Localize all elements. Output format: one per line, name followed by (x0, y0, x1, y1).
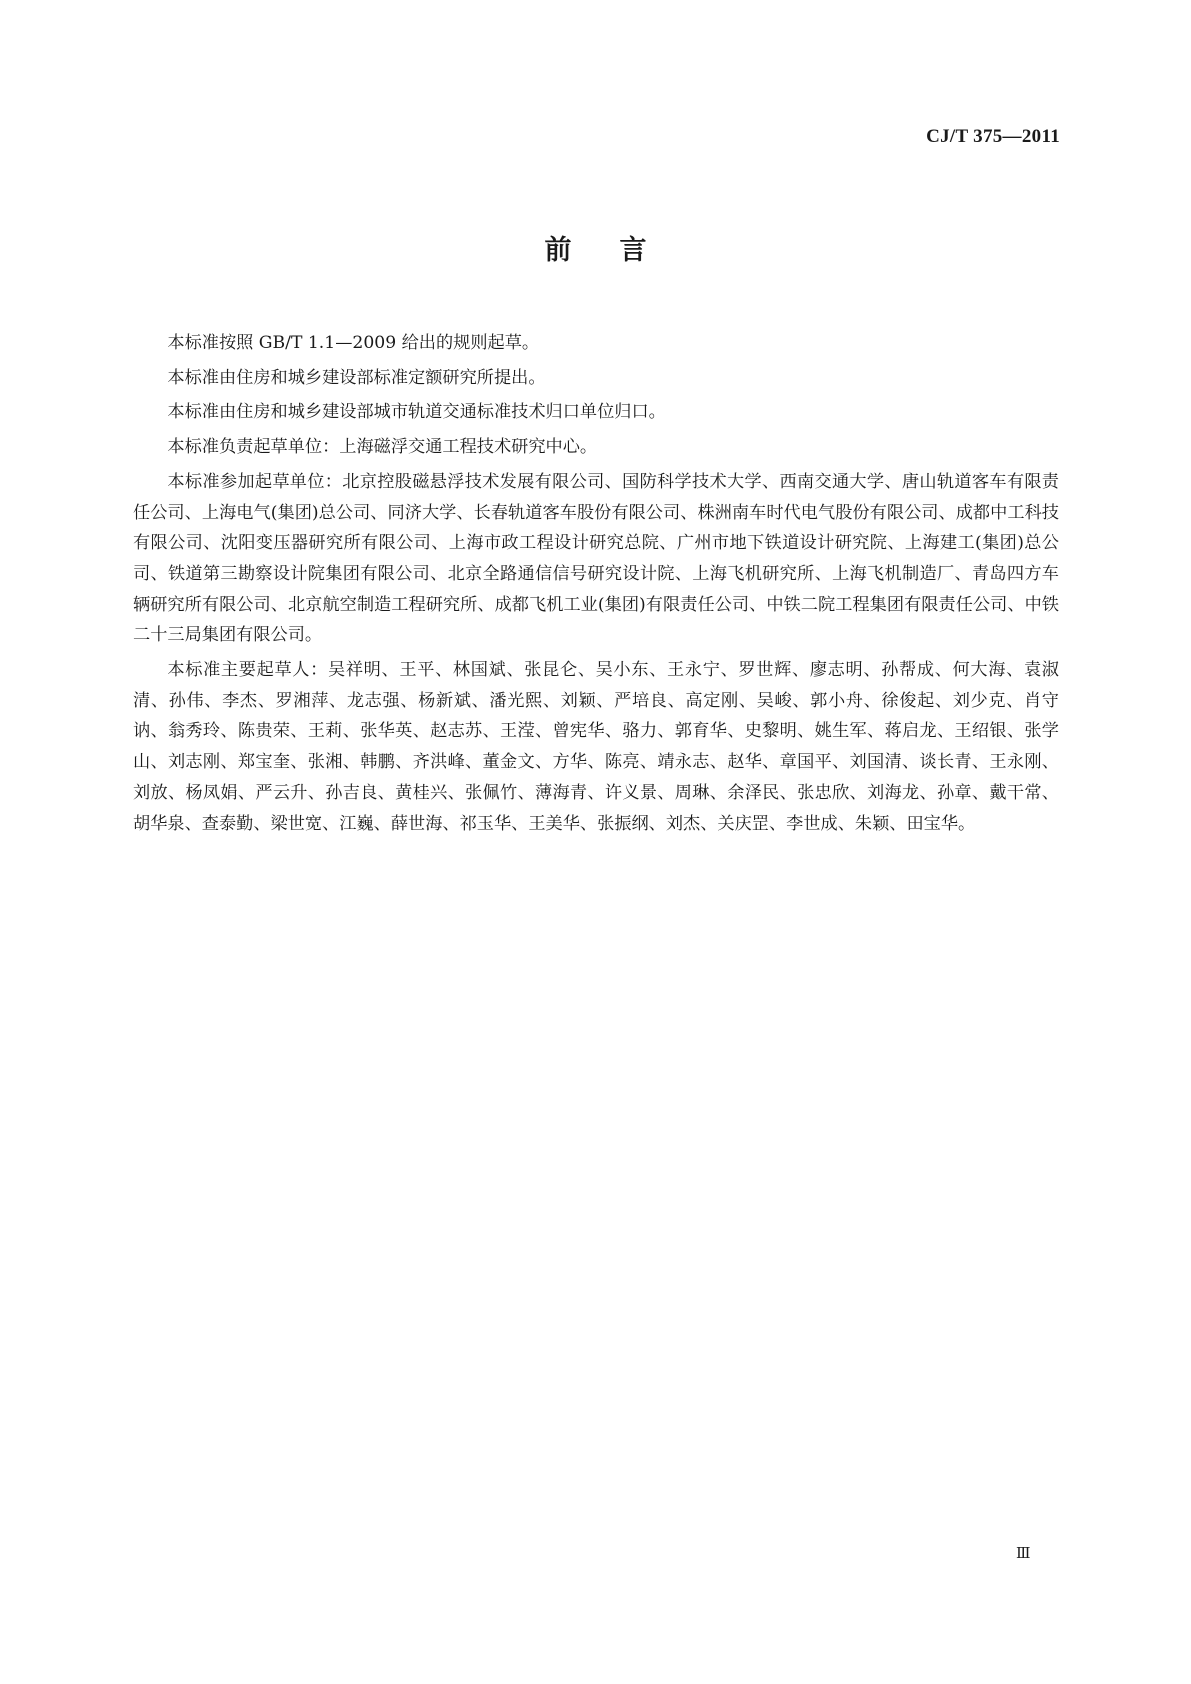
paragraph-responsible-unit: 本标准由住房和城乡建设部城市轨道交通标准技术归口单位归口。 (167, 402, 666, 423)
page-number: Ⅲ (1016, 1546, 1031, 1562)
paragraph-proposer: 本标准由住房和城乡建设部标准定额研究所提出。 (167, 367, 546, 388)
paragraph-participating-units: 本标准参加起草单位：北京控股磁悬浮技术发展有限公司、国防科学技术大学、西南交通大学、唐山轨道客车有限责任公司、上海电气(集团)总公司、同济大学、长春轨道客车股份有限公司、株洲南车时代电气股份有限公司、成都中工科技有限公司、沈阳变压器研究所有限公司、上海市政工程设计研究总院、广州市地下铁道设计研究院、上海建工(集团)总公司、铁道第三勘察设计院集团有限公司、北京全路通信信号研究设计院、上海飞机研究所、上海飞机制造厂、青岛四方车辆研究所有限公司、北京航空制造工程研究所、成都飞机工业(集团)有限责任公司、中铁二院工程集团有限责任公司、中铁二十三局集团有限公司。 (133, 471, 1059, 646)
paragraph-drafting-rules: 本标准按照 GB/T 1.1—2009 给出的规则起草。 (167, 333, 540, 353)
paragraph-main-drafters: 本标准主要起草人：吴祥明、王平、林国斌、张昆仑、吴小东、王永宁、罗世辉、廖志明、孙帮成、何大海、袁淑清、孙伟、李杰、罗湘萍、龙志强、杨新斌、潘光熙、刘颖、严培良、高定刚、吴峻、郭小舟、徐俊起、刘少克、肖守讷、翁秀玲、陈贵荣、王莉、张华英、赵志苏、王滢、曾宪华、骆力、郭育华、史黎明、姚生军、蒋启龙、王绍银、张学山、刘志刚、郑宝奎、张湘、韩鹏、齐洪峰、董金文、方华、陈亮、靖永志、赵华、章国平、刘国清、谈长青、王永刚、刘放、杨凤娟、严云升、孙吉良、黄桂兴、张佩竹、薄海青、许义景、周琳、余泽民、张忠欣、刘海龙、孙章、戴干常、胡华泉、查泰勤、梁世宽、江巍、薛世海、祁玉华、王美华、张振纲、刘杰、关庆罡、李世成、朱颖、田宝华。 (133, 660, 1059, 834)
foreword-body (133, 328, 1059, 843)
paragraph-lead-drafter: 本标准负责起草单位：上海磁浮交通工程技术研究中心。 (167, 437, 598, 458)
page-title: 前言 (544, 235, 695, 266)
standard-code: CJ/T 375—2011 (926, 126, 1060, 147)
